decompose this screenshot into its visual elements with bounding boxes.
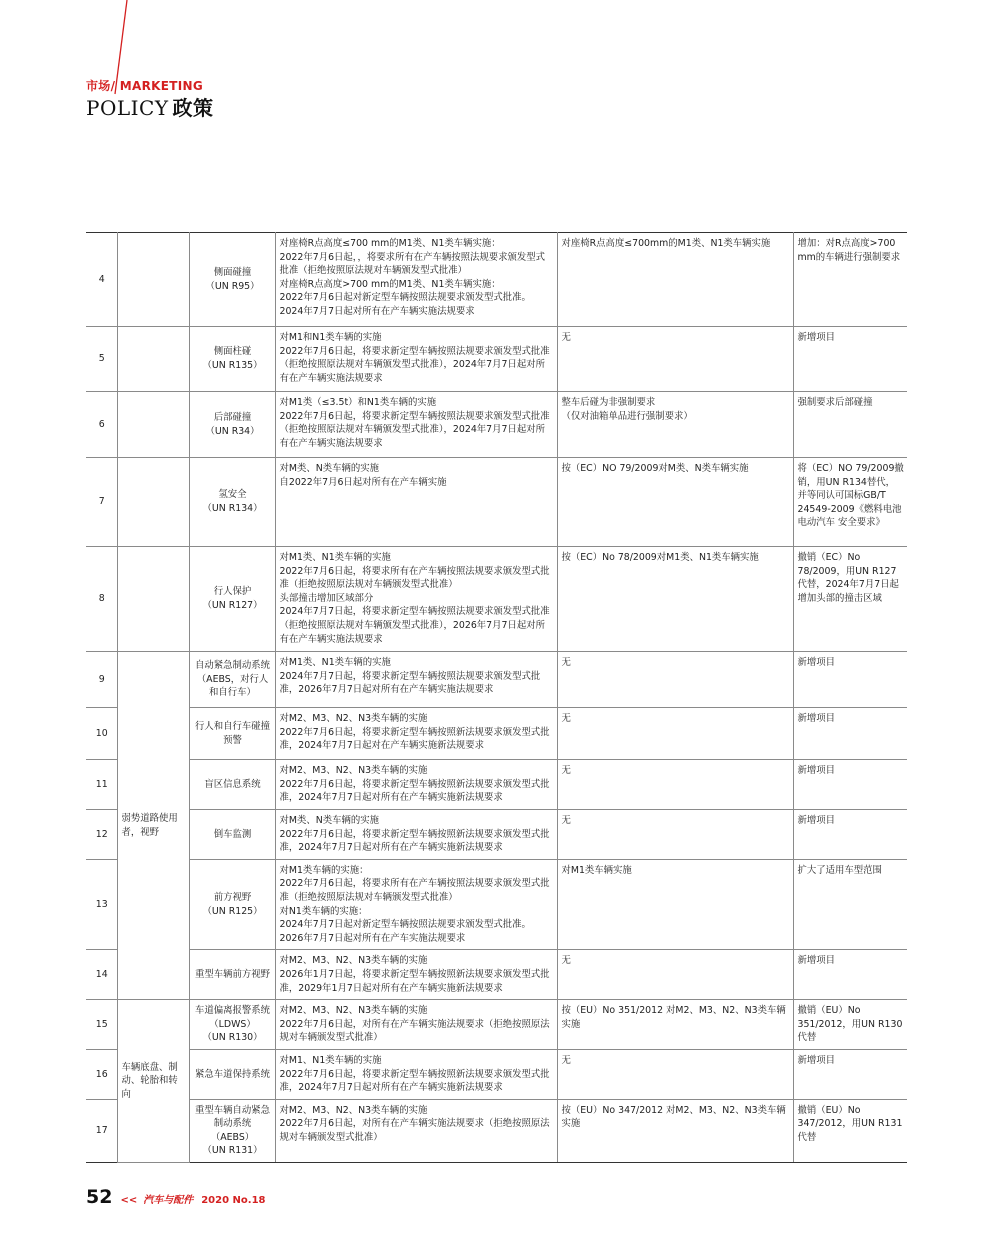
row-number: 13: [86, 859, 117, 950]
item-cell: 重型车辆自动紧急制动系统（AEBS） （UN R131）: [189, 1099, 275, 1162]
change-cell: 新增项目: [793, 652, 907, 708]
row-number: 15: [86, 1000, 117, 1050]
current-status-cell: 无: [557, 708, 793, 760]
current-status-cell: 无: [557, 1049, 793, 1099]
table-row: [86, 233, 907, 327]
item-cell: 盲区信息系统: [189, 760, 275, 810]
current-status-cell: 无: [557, 950, 793, 1000]
requirement-cell: 对M1类车辆的实施： 2022年7月6日起，将要求所有在产车辆按照法规要求颁发型式批准（拒绝按照原法规对车辆颁发型式批准） 对N1类车辆的实施： 2024年7月7日起对新定型车辆按照法规要求颁发型式批准。 2026年7月7日起对所有在产车实施法规要求: [275, 859, 557, 950]
current-status-cell: 对座椅R点高度≤700mm的M1类、N1类车辆实施: [557, 233, 793, 327]
table-row: [86, 859, 907, 950]
table-row: [86, 327, 907, 392]
change-cell: 新增项目: [793, 950, 907, 1000]
page-title-cn: 政策: [172, 96, 214, 120]
change-cell: 撤销（EU）No 347/2012，用UN R131代替: [793, 1099, 907, 1162]
change-cell: 扩大了适用车型范围: [793, 859, 907, 950]
current-status-cell: 无: [557, 327, 793, 392]
change-cell: 新增项目: [793, 327, 907, 392]
requirement-cell: 对M1和N1类车辆的实施 2022年7月6日起，将要求新定型车辆按照法规要求颁发型式批准（拒绝按照原法规对车辆颁发型式批准），2024年7月7日起对所有在产车辆实施法规要求: [275, 327, 557, 392]
item-cell: 行人保护 （UN R127）: [189, 547, 275, 652]
change-cell: 撤销（EC）No 78/2009，用UN R127代替，2024年7月7日起增加头部的撞击区域: [793, 547, 907, 652]
change-cell: 新增项目: [793, 810, 907, 860]
item-cell: 自动紧急制动系统（AEBS，对行人和自行车）: [189, 652, 275, 708]
change-cell: 新增项目: [793, 708, 907, 760]
requirement-cell: 对M类、N类车辆的实施 2022年7月6日起，将要求新定型车辆按照新法规要求颁发型式批准，2024年7月7日起对所有在产车辆实施新法规要求: [275, 810, 557, 860]
change-cell: 新增项目: [793, 760, 907, 810]
page-title-en: POLICY: [86, 96, 169, 120]
category-cell: [117, 233, 189, 327]
requirement-cell: 对M1类（≤3.5t）和N1类车辆的实施 2022年7月6日起，将要求新定型车辆按照法规要求颁发型式批准（拒绝按照原法规对车辆颁发型式批准），2024年7月7日起对所有在产车辆实施法规要求: [275, 392, 557, 458]
table-row: [86, 547, 907, 652]
current-status-cell: 按（EC）NO 79/2009对M类、N类车辆实施: [557, 458, 793, 547]
row-number: 9: [86, 652, 117, 708]
table-row: [86, 392, 907, 458]
row-number: 6: [86, 392, 117, 458]
regulation-table: [86, 232, 907, 1163]
magazine-name: 汽车与配件: [143, 1195, 194, 1206]
page-footer: [86, 1186, 266, 1210]
change-cell: 增加：对R点高度>700 mm的车辆进行强制要求: [793, 233, 907, 327]
category-cell: [117, 327, 189, 392]
change-cell: 强制要求后部碰撞: [793, 392, 907, 458]
table-row: [86, 1049, 907, 1099]
requirement-cell: 对M2、M3、N2、N3类车辆的实施 2022年7月6日起，对所有在产车辆实施法规要求（拒绝按照原法规对车辆颁发型式批准）: [275, 1000, 557, 1050]
change-cell: 撤销（EU）No 351/2012，用UN R130代替: [793, 1000, 907, 1050]
requirement-cell: 对M1类、N1类车辆的实施 2024年7月7日起，将要求新定型车辆按照法规要求颁发型式批准，2026年7月7日起对所有在产车辆实施法规要求: [275, 652, 557, 708]
page-title: [86, 92, 214, 121]
requirement-cell: 对M1类、N1类车辆的实施 2022年7月6日起，将要求所有在产车辆按照法规要求颁发型式批准（拒绝按照原法规对车辆颁发型式批准） 头部撞击增加区域部分 2024年7月7日起，将要求新定型车辆按照法规要求颁发型式批准（拒绝按照原法规对车辆颁发型式批准），2026年7月7日起对所有在产车辆实施法规要求: [275, 547, 557, 652]
current-status-cell: 按（EC）No 78/2009对M1类、N1类车辆实施: [557, 547, 793, 652]
item-cell: 重型车辆前方视野: [189, 950, 275, 1000]
row-number: 7: [86, 458, 117, 547]
table-row: [86, 810, 907, 860]
item-cell: 紧急车道保持系统: [189, 1049, 275, 1099]
change-cell: 新增项目: [793, 1049, 907, 1099]
row-number: 11: [86, 760, 117, 810]
requirement-cell: 对M2、M3、N2、N3类车辆的实施 2022年7月6日起，对所有在产车辆实施法规要求（拒绝按照原法规对车辆颁发型式批准）: [275, 1099, 557, 1162]
row-number: 17: [86, 1099, 117, 1162]
page-number: 52: [86, 1186, 113, 1208]
row-number: 4: [86, 233, 117, 327]
row-number: 14: [86, 950, 117, 1000]
row-number: 16: [86, 1049, 117, 1099]
requirement-cell: 对M2、M3、N2、N3类车辆的实施 2022年7月6日起，将要求新定型车辆按照新法规要求颁发型式批准，2024年7月7日起对在产车辆实施新法规要求: [275, 708, 557, 760]
item-cell: 氢安全 （UN R134）: [189, 458, 275, 547]
current-status-cell: 整车后碰为非强制要求 （仅对油箱单品进行强制要求）: [557, 392, 793, 458]
row-number: 8: [86, 547, 117, 652]
table-row: [86, 708, 907, 760]
section-tag: 市场/ MARKETING: [86, 79, 203, 93]
current-status-cell: 按（EU）No 347/2012 对M2、M3、N2、N3类车辆实施: [557, 1099, 793, 1162]
chevron-left-icon: <<: [120, 1195, 138, 1206]
category-cell: [117, 392, 189, 458]
table-row: [86, 950, 907, 1000]
table-row: [86, 1099, 907, 1162]
current-status-cell: 无: [557, 652, 793, 708]
item-cell: 行人和自行车碰撞预警: [189, 708, 275, 760]
item-cell: 倒车监测: [189, 810, 275, 860]
requirement-cell: 对M类、N类车辆的实施 自2022年7月6日起对所有在产车辆实施: [275, 458, 557, 547]
requirement-cell: 对M2、M3、N2、N3类车辆的实施 2022年7月6日起，将要求新定型车辆按照新法规要求颁发型式批准，2024年7月7日起对所有在产车辆实施新法规要求: [275, 760, 557, 810]
current-status-cell: 无: [557, 810, 793, 860]
item-cell: 后部碰撞 （UN R34）: [189, 392, 275, 458]
requirement-cell: 对M2、M3、N2、N3类车辆的实施 2026年1月7日起，将要求新定型车辆按照新法规要求颁发型式批准，2029年1月7日起对所有在产车辆实施新法规要求: [275, 950, 557, 1000]
table-row: [86, 1000, 907, 1050]
table-row: [86, 458, 907, 547]
item-cell: 车道偏离报警系统（LDWS） （UN R130）: [189, 1000, 275, 1050]
current-status-cell: 对M1类车辆实施: [557, 859, 793, 950]
item-cell: 前方视野 （UN R125）: [189, 859, 275, 950]
table-row: [86, 652, 907, 708]
table-row: [86, 760, 907, 810]
item-cell: 侧面柱碰 （UN R135）: [189, 327, 275, 392]
category-cell: [117, 458, 189, 547]
category-cell: [117, 547, 189, 652]
requirement-cell: 对M1、N1类车辆的实施 2022年7月6日起，将要求新定型车辆按照新法规要求颁发型式批准，2024年7月7日起对所有在产车辆实施新法规要求: [275, 1049, 557, 1099]
category-cell-vulnerable: 弱势道路使用者，视野: [117, 652, 189, 1000]
current-status-cell: 按（EU）No 351/2012 对M2、M3、N2、N3类车辆实施: [557, 1000, 793, 1050]
issue-number: 2020 No.18: [201, 1195, 266, 1206]
change-cell: 将（EC）NO 79/2009撤销，用UN R134替代，并等同认可国标GB/T 24549-2009《燃料电池电动汽车 安全要求》: [793, 458, 907, 547]
current-status-cell: 无: [557, 760, 793, 810]
requirement-cell: 对座椅R点高度≤700 mm的M1类、N1类车辆实施： 2022年7月6日起，，将要求所有在产车辆按照法规要求颁发型式批准（拒绝按照原法规对车辆颁发型式批准） 对座椅R点高度>700 mm的M1类、N1类车辆实施： 2022年7月6日起对新定型车辆按照法规要求颁发型式批准。 2024年7月7日起对所有在产车辆实施法规要求: [275, 233, 557, 327]
category-cell-chassis: 车辆底盘、制动、轮胎和转向: [117, 1000, 189, 1163]
row-number: 10: [86, 708, 117, 760]
row-number: 5: [86, 327, 117, 392]
row-number: 12: [86, 810, 117, 860]
item-cell: 侧面碰撞 （UN R95）: [189, 233, 275, 327]
